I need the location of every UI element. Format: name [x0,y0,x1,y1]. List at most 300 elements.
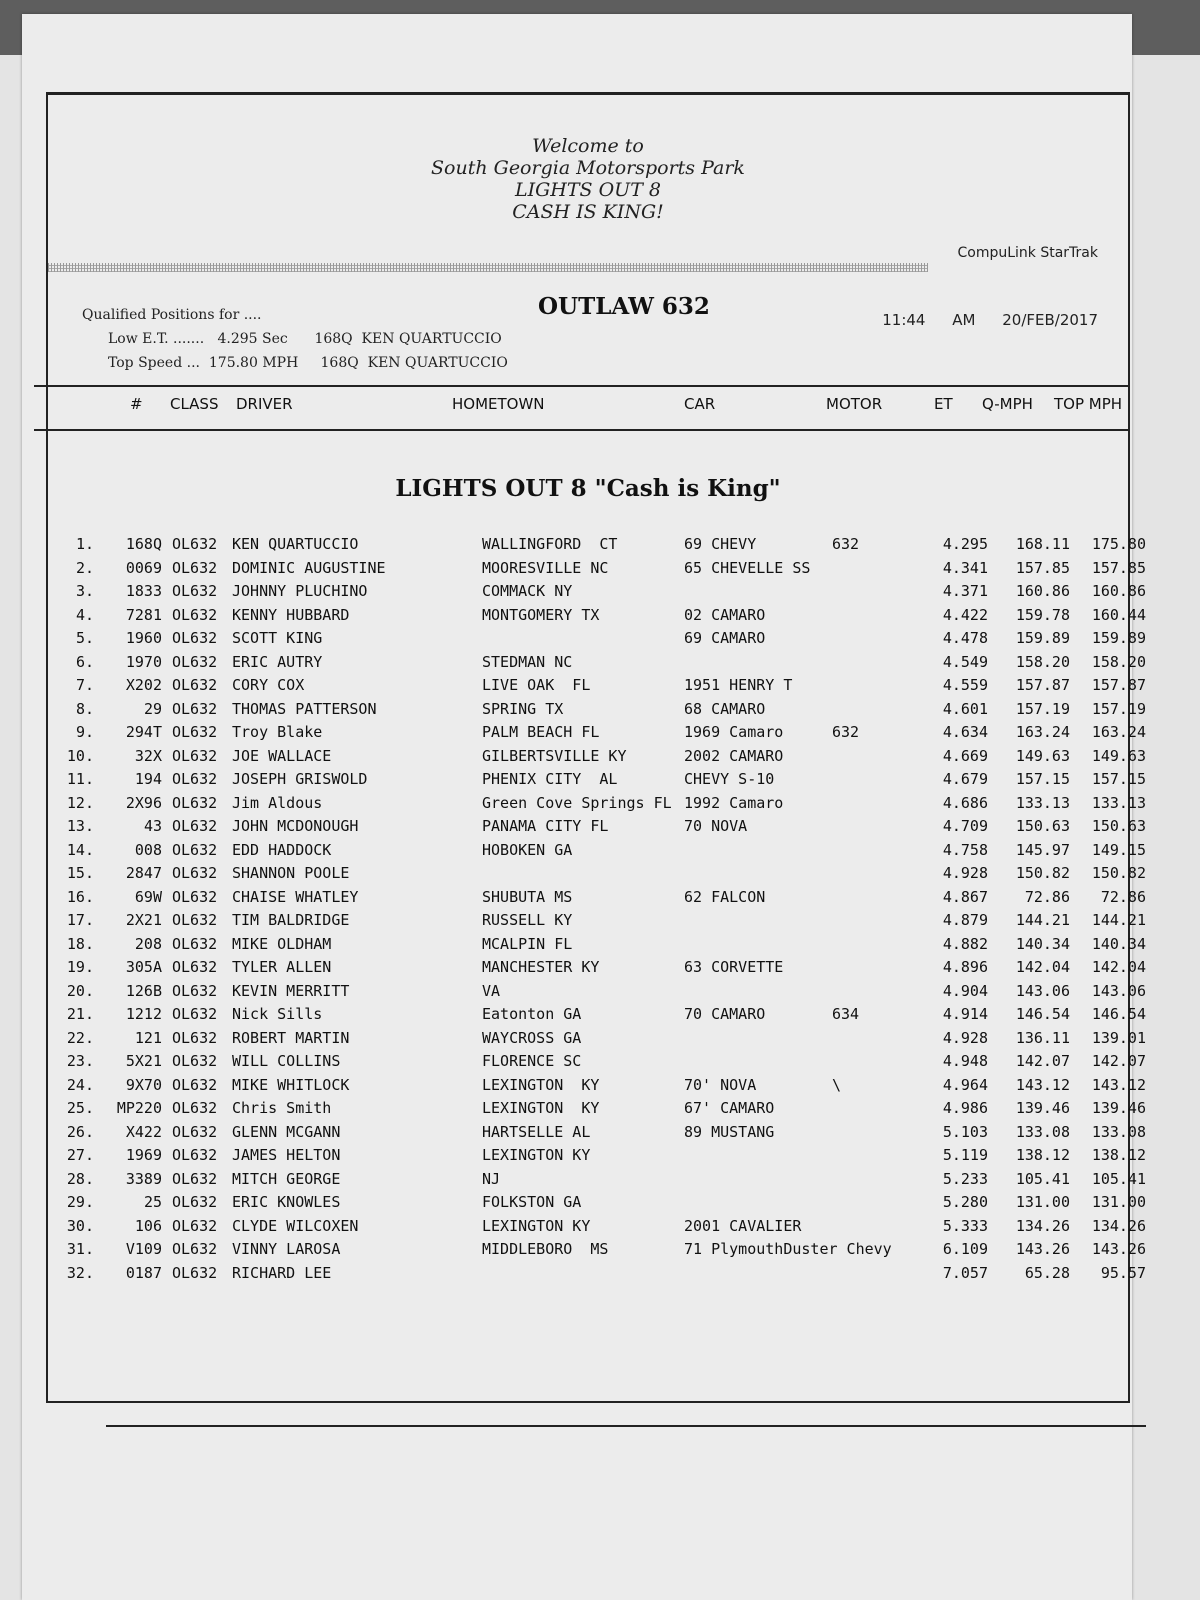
position-cell: 27. [66,1146,94,1164]
class-cell: OL632 [172,1240,218,1258]
class-cell: OL632 [172,582,218,600]
table-row [48,1263,1146,1288]
table-row [48,1005,1146,1029]
car-cell: 67' CAMARO [684,1099,775,1117]
hometown-cell: Eatonton GA [482,1005,582,1023]
car-number-cell: 9X70 [125,1075,162,1094]
hometown-cell: STEDMAN NC [482,652,573,671]
class-cell: OL632 [172,535,218,553]
topmph-cell: 131.00 [1091,1193,1146,1211]
et-cell: 4.948 [942,1052,988,1070]
et-cell: 4.964 [942,1075,988,1094]
et-cell: 5.280 [942,1193,988,1211]
hometown-cell: HOBOKEN GA [482,840,573,859]
time: 11:44 AM [882,311,976,329]
table-row [48,582,1146,606]
car-number-cell: 1970 [125,652,162,671]
qmph-cell: 149.63 [1015,746,1070,765]
driver-cell: MITCH GEORGE [232,1169,341,1188]
position-cell: 8. [75,699,94,718]
position-cell: 25. [66,1099,94,1117]
car-number-cell: 1212 [125,1005,162,1023]
position-cell: 6. [75,652,94,671]
position-cell: 26. [66,1122,94,1141]
topmph-cell: 149.63 [1091,746,1146,765]
col-qmph-header: Q-MPH [982,395,1033,413]
qmph-cell: 157.15 [1015,770,1070,788]
hometown-cell: LEXINGTON KY [482,1146,591,1164]
driver-cell: Nick Sills [232,1005,323,1023]
car-number-cell: MP220 [116,1099,162,1117]
car-number-cell: 43 [143,817,162,835]
driver-cell: ROBERT MARTIN [232,1028,350,1047]
class-cell: OL632 [172,770,218,788]
race-title: LIGHTS OUT 8 "Cash is King" [395,475,781,502]
top-speed-summary: Top Speed ... 175.80 MPH 168Q KEN QUARTUCCIO [108,355,508,371]
class-cell: OL632 [172,629,218,647]
class-cell: OL632 [172,676,218,694]
hometown-cell: HARTSELLE AL [482,1122,591,1141]
class-cell: OL632 [172,840,218,859]
qmph-cell: 138.12 [1015,1146,1070,1164]
table-row [48,911,1146,935]
et-cell: 6.109 [942,1240,988,1258]
driver-cell: MIKE OLDHAM [232,934,332,953]
hometown-cell: NJ [482,1169,501,1188]
car-number-cell: 29 [143,699,162,718]
topmph-cell: 105.41 [1091,1169,1146,1188]
driver-cell: KEN QUARTUCCIO [232,535,359,553]
et-cell: 4.928 [942,864,988,882]
car-number-cell: 2847 [125,864,162,882]
table-row [48,1240,1146,1264]
table-row [48,629,1146,653]
class-cell: OL632 [172,1028,218,1047]
col-et-header: ET [934,395,953,413]
car-number-cell: 106 [134,1216,162,1235]
table-row [48,1146,1146,1170]
class-cell: OL632 [172,558,218,577]
class-cell: OL632 [172,1263,218,1282]
welcome-line: Welcome to [532,135,644,157]
topmph-cell: 143.12 [1091,1075,1146,1094]
qmph-cell: 150.82 [1015,864,1070,882]
driver-cell: MIKE WHITLOCK [232,1075,350,1094]
et-cell: 4.559 [942,676,988,694]
results-frame [46,92,1146,1403]
topmph-cell: 144.21 [1091,911,1146,929]
motor-cell: 632 [832,535,860,553]
qmph-cell: 133.13 [1015,793,1070,812]
qmph-cell: 144.21 [1015,911,1070,929]
class-cell: OL632 [172,1216,218,1235]
class-cell: OL632 [172,934,218,953]
driver-cell: JOHN MCDONOUGH [232,817,359,835]
et-cell: 4.341 [942,558,988,577]
topmph-cell: 150.82 [1091,864,1146,882]
et-cell: 4.758 [942,840,988,859]
event-name: LIGHTS OUT 8 [515,179,661,201]
car-number-cell: 121 [134,1028,162,1047]
position-cell: 21. [66,1005,94,1023]
position-cell: 28. [66,1169,94,1188]
qmph-cell: 146.54 [1015,1005,1070,1023]
qmph-cell: 160.86 [1015,582,1070,600]
table-row [48,840,1146,865]
et-cell: 4.709 [942,817,988,835]
position-cell: 4. [75,605,94,624]
car-number-cell: 7281 [125,605,162,624]
position-cell: 18. [66,934,94,953]
car-cell: 70 CAMARO [684,1005,766,1023]
driver-cell: KEVIN MERRITT [232,981,350,1000]
car-cell: CHEVY S-10 [684,770,775,788]
qmph-cell: 133.08 [1015,1122,1070,1141]
hometown-cell: PHENIX CITY AL [482,770,618,788]
topmph-cell: 160.44 [1091,605,1146,624]
topmph-cell: 157.87 [1091,676,1146,694]
table-row [48,746,1146,771]
class-cell: OL632 [172,887,218,906]
results-table [48,535,1146,1287]
position-cell: 11. [66,770,94,788]
hometown-cell: PANAMA CITY FL [482,817,609,835]
qmph-cell: 143.12 [1015,1075,1070,1094]
qmph-cell: 143.26 [1015,1240,1070,1258]
table-row [48,958,1146,982]
et-cell: 4.686 [942,793,988,812]
col-num-header: # [130,395,143,413]
class-cell: OL632 [172,817,218,835]
topmph-cell: 157.19 [1091,699,1146,718]
topmph-cell: 140.34 [1091,934,1146,953]
topmph-cell: 139.46 [1091,1099,1146,1117]
position-cell: 12. [66,793,94,812]
qmph-cell: 139.46 [1015,1099,1070,1117]
driver-cell: DOMINIC AUGUSTINE [232,558,386,577]
hometown-cell: Green Cove Springs FL [482,793,672,812]
et-cell: 7.057 [942,1263,988,1282]
qmph-cell: 150.63 [1015,817,1070,835]
et-cell: 4.549 [942,652,988,671]
topmph-cell: 150.63 [1091,817,1146,835]
qualified-label: Qualified Positions for .... [82,307,262,323]
topmph-cell: 142.04 [1091,958,1146,976]
table-row [48,1169,1146,1194]
car-number-cell: 194 [134,770,162,788]
class-cell: OL632 [172,1122,218,1141]
hometown-cell: MIDDLEBORO MS [482,1240,609,1258]
topmph-cell: 157.15 [1091,770,1146,788]
table-row [48,1052,1146,1076]
driver-cell: SCOTT KING [232,629,323,647]
et-cell: 4.986 [942,1099,988,1117]
car-number-cell: X422 [125,1122,162,1141]
table-row [48,770,1146,794]
car-number-cell: 69W [134,887,162,906]
motor-cell: \ [832,1075,842,1094]
car-cell: 1951 HENRY T [684,676,793,694]
position-cell: 22. [66,1028,94,1047]
car-number-cell: 0069 [125,558,162,577]
car-number-cell: 294T [125,723,162,741]
driver-cell: VINNY LAROSA [232,1240,341,1258]
topmph-cell: 139.01 [1091,1028,1146,1047]
class-cell: OL632 [172,652,218,671]
hometown-cell: LEXINGTON KY [482,1099,600,1117]
topmph-cell: 143.06 [1091,981,1146,1000]
position-cell: 3. [75,582,94,600]
car-number-cell: 32X [134,746,162,765]
qmph-cell: 159.89 [1015,629,1070,647]
track-name: South Georgia Motorsports Park [431,157,745,179]
class-cell: OL632 [172,605,218,624]
class-title: OUTLAW 632 [538,293,710,320]
hometown-cell: MONTGOMERY TX [482,605,600,624]
class-cell: OL632 [172,746,218,765]
table-row [48,652,1146,677]
position-cell: 15. [66,864,94,882]
qmph-cell: 158.20 [1015,652,1070,671]
qmph-cell: 145.97 [1015,840,1070,859]
results-sheet [22,14,1146,1600]
hometown-cell: VA [482,981,501,1000]
driver-cell: JOE WALLACE [232,746,332,765]
hometown-cell: SPRING TX [482,699,564,718]
motor-cell: 634 [832,1005,860,1023]
qmph-cell: 159.78 [1015,605,1070,624]
class-cell: OL632 [172,981,218,1000]
car-number-cell: V109 [125,1240,162,1258]
topmph-cell: 133.08 [1091,1122,1146,1141]
et-cell: 4.669 [942,746,988,765]
driver-cell: TYLER ALLEN [232,958,332,976]
table-row [48,558,1146,583]
table-row [48,676,1146,700]
table-row [48,535,1146,559]
car-number-cell: 1969 [125,1146,162,1164]
table-row [48,1028,1146,1053]
hometown-cell: MOORESVILLE NC [482,558,609,577]
topmph-cell: 149.15 [1091,840,1146,859]
qmph-cell: 157.85 [1015,558,1070,577]
table-row [48,864,1146,888]
class-cell: OL632 [172,1193,218,1211]
et-cell: 4.914 [942,1005,988,1023]
topmph-cell: 134.26 [1091,1216,1146,1235]
car-number-cell: 1833 [125,582,162,600]
car-cell: 1969 Camaro [684,723,784,741]
driver-cell: Chris Smith [232,1099,332,1117]
et-cell: 4.928 [942,1028,988,1047]
driver-cell: SHANNON POOLE [232,864,350,882]
hatch-divider [48,263,928,272]
hometown-cell: PALM BEACH FL [482,723,600,741]
qmph-cell: 105.41 [1015,1169,1070,1188]
driver-cell: CHAISE WHATLEY [232,887,359,906]
table-row [48,1122,1146,1147]
car-number-cell: 1960 [125,629,162,647]
hometown-cell: RUSSELL KY [482,911,573,929]
qmph-cell: 163.24 [1015,723,1070,741]
car-cell: 2002 CAMARO [684,746,784,765]
driver-cell: JAMES HELTON [232,1146,341,1164]
topmph-cell: 95.57 [1100,1263,1146,1282]
topmph-cell: 142.07 [1091,1052,1146,1070]
position-cell: 16. [66,887,94,906]
position-cell: 9. [75,723,94,741]
topmph-cell: 143.26 [1091,1240,1146,1258]
class-cell: OL632 [172,793,218,812]
qmph-cell: 142.04 [1015,958,1070,976]
car-cell: 63 CORVETTE [684,958,784,976]
qmph-cell: 157.87 [1015,676,1070,694]
class-cell: OL632 [172,1052,218,1070]
driver-cell: CLYDE WILCOXEN [232,1216,359,1235]
col-topmph-header: TOP MPH [1054,395,1123,413]
car-number-cell: 008 [134,840,162,859]
et-cell: 4.478 [942,629,988,647]
table-row [48,934,1146,959]
position-cell: 14. [66,840,94,859]
hometown-cell: LEXINGTON KY [482,1216,591,1235]
driver-cell: EDD HADDOCK [232,840,332,859]
hometown-cell: WAYCROSS GA [482,1028,582,1047]
qmph-cell: 131.00 [1015,1193,1070,1211]
position-cell: 24. [66,1075,94,1094]
welcome-header [48,135,1128,223]
col-car-header: CAR [684,395,716,413]
motor-cell: 632 [832,723,860,741]
driver-cell: CORY COX [232,676,305,694]
table-row [48,1216,1146,1241]
bottom-rule [106,1425,1146,1427]
topmph-cell: 138.12 [1091,1146,1146,1164]
car-cell: 69 CAMARO [684,629,766,647]
position-cell: 2. [75,558,94,577]
car-cell: 68 CAMARO [684,699,766,718]
car-number-cell: X202 [125,676,162,694]
car-cell: 2001 CAVALIER [684,1216,802,1235]
timestamp [882,311,1098,329]
driver-cell: KENNY HUBBARD [232,605,350,624]
topmph-cell: 175.80 [1091,535,1146,553]
car-cell: 62 FALCON [684,887,766,906]
class-cell: OL632 [172,1075,218,1094]
et-cell: 5.119 [942,1146,988,1164]
car-number-cell: 126B [125,981,162,1000]
table-row [48,1075,1146,1100]
col-driver-header: DRIVER [236,395,293,413]
driver-cell: Troy Blake [232,723,323,741]
driver-cell: WILL COLLINS [232,1052,341,1070]
car-number-cell: 305A [125,958,162,976]
position-cell: 29. [66,1193,94,1211]
qmph-cell: 134.26 [1015,1216,1070,1235]
table-row [48,1193,1146,1217]
car-number-cell: 2X21 [125,911,162,929]
position-cell: 23. [66,1052,94,1070]
topmph-cell: 157.85 [1091,558,1146,577]
car-number-cell: 0187 [125,1263,162,1282]
qmph-cell: 72.86 [1024,887,1070,906]
car-number-cell: 2X96 [125,793,162,812]
driver-cell: THOMAS PATTERSON [232,699,377,718]
car-number-cell: 168Q [125,535,162,553]
table-row [48,887,1146,912]
car-number-cell: 3389 [125,1169,162,1188]
qmph-cell: 157.19 [1015,699,1070,718]
driver-cell: ERIC KNOWLES [232,1193,341,1211]
driver-cell: TIM BALDRIDGE [232,911,350,929]
hometown-cell: GILBERTSVILLE KY [482,746,627,765]
topmph-cell: 72.86 [1100,887,1146,906]
car-cell: 02 CAMARO [684,605,766,624]
position-cell: 19. [66,958,94,976]
qmph-cell: 65.28 [1024,1263,1070,1282]
class-cell: OL632 [172,1169,218,1188]
qmph-cell: 142.07 [1015,1052,1070,1070]
et-cell: 4.371 [942,582,988,600]
hometown-cell: LIVE OAK FL [482,676,591,694]
hometown-cell: COMMACK NY [482,582,573,600]
class-cell: OL632 [172,864,218,882]
topmph-cell: 159.89 [1091,629,1146,647]
position-cell: 5. [75,629,94,647]
driver-cell: JOSEPH GRISWOLD [232,770,368,788]
event-tagline: CASH IS KING! [512,201,664,223]
header-rule-bottom [34,429,1128,431]
header-rule-top [34,385,1128,387]
table-row [48,723,1146,747]
position-cell: 13. [66,817,94,835]
hometown-cell: FLORENCE SC [482,1052,582,1070]
low-et-summary: Low E.T. ....... 4.295 Sec 168Q KEN QUARTUCCIO [108,331,502,347]
position-cell: 32. [66,1263,94,1282]
class-cell: OL632 [172,1099,218,1117]
hometown-cell: FOLKSTON GA [482,1193,582,1211]
qmph-cell: 140.34 [1015,934,1070,953]
table-row [48,981,1146,1006]
car-cell: 70 NOVA [684,817,748,835]
et-cell: 4.896 [942,958,988,976]
position-cell: 7. [75,676,94,694]
car-number-cell: 25 [143,1193,162,1211]
position-cell: 10. [66,746,94,765]
et-cell: 5.233 [942,1169,988,1188]
car-cell: 70' NOVA [684,1075,757,1094]
et-cell: 4.679 [942,770,988,788]
table-row [48,1099,1146,1123]
driver-cell: JOHNNY PLUCHINO [232,582,368,600]
et-cell: 4.882 [942,934,988,953]
position-cell: 1. [75,535,94,553]
car-cell: 65 CHEVELLE SS [684,558,811,577]
class-cell: OL632 [172,911,218,929]
et-cell: 5.103 [942,1122,988,1141]
topmph-cell: 160.86 [1091,582,1146,600]
topmph-cell: 158.20 [1091,652,1146,671]
hometown-cell: MCALPIN FL [482,934,573,953]
topmph-cell: 133.13 [1091,793,1146,812]
timing-system-label: CompuLink StarTrak [957,245,1098,261]
date: 20/FEB/2017 [1002,311,1098,329]
qmph-cell: 136.11 [1015,1028,1070,1047]
class-cell: OL632 [172,1146,218,1164]
car-number-cell: 5X21 [125,1052,162,1070]
qmph-cell: 143.06 [1015,981,1070,1000]
et-cell: 4.601 [942,699,988,718]
